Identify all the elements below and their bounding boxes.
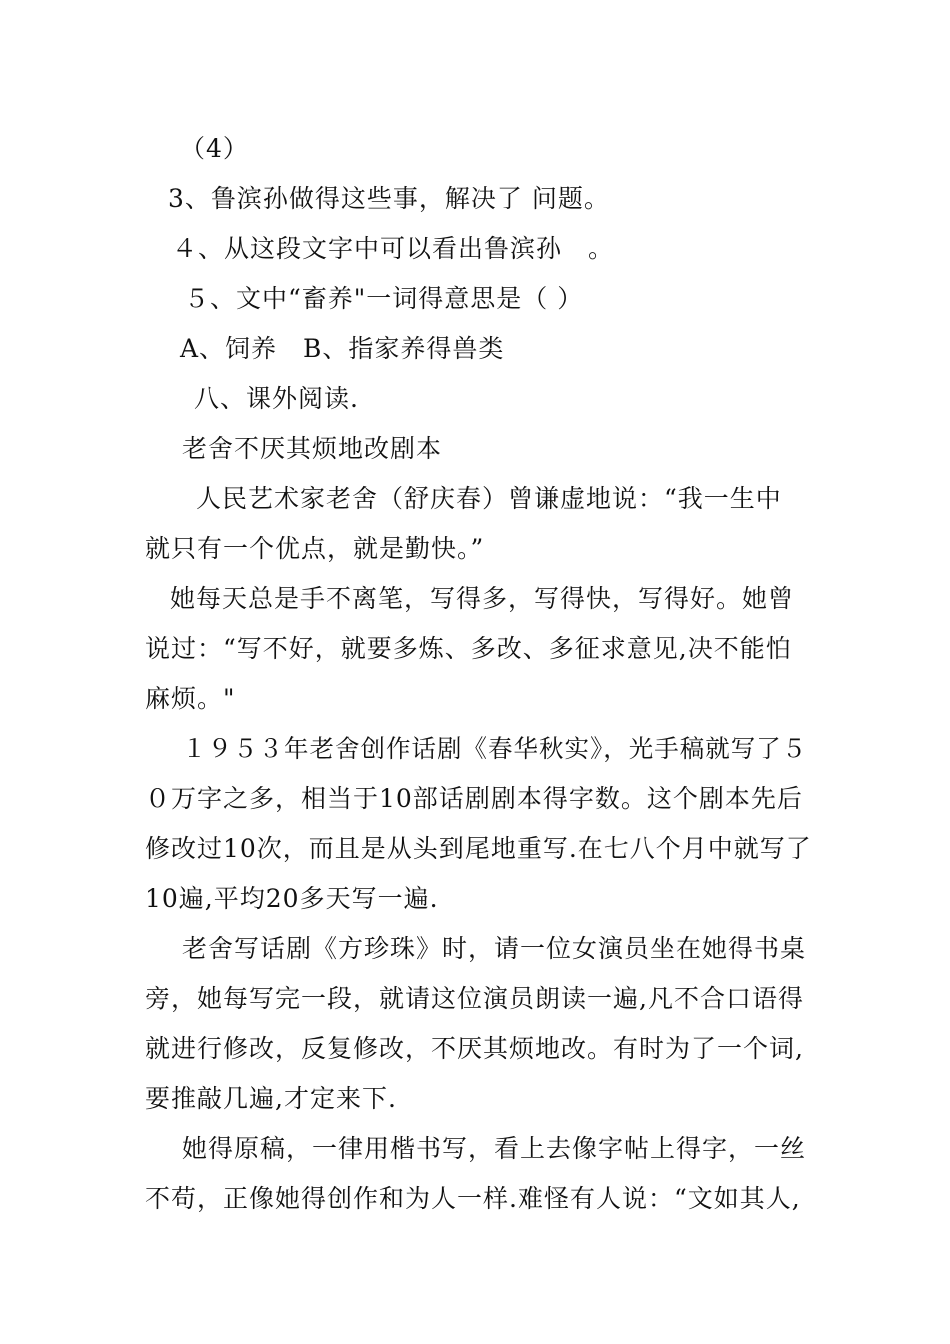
paragraph-2-line-3: 麻烦。" <box>145 684 236 713</box>
paragraph-2-line-2: 说过：“写不好，就要多炼、多改、多征求意见,决不能怕 <box>145 634 792 663</box>
text-line-question-5: ５、文中“畜养"一词得意思是（ ） <box>184 284 584 313</box>
paragraph-4-line-3: 就进行修改，反复修改，不厌其烦地改。有时为了一个词, <box>145 1034 804 1063</box>
paragraph-4-line-4: 要推敲几遍,才定来下. <box>145 1084 397 1113</box>
paragraph-2-line-1: 她每天总是手不离笔，写得多，写得快，写得好。她曾 <box>170 584 795 613</box>
paragraph-3-line-1: １９５３年老舍创作话剧《春华秋实》，光手稿就写了５ <box>182 734 808 763</box>
paragraph-3-line-4: 10遍,平均20多天写一遍. <box>145 884 439 913</box>
article-title: 老舍不厌其烦地改剧本 <box>182 434 443 463</box>
paragraph-5-line-2: 不苟，正像她得创作和为人一样.难怪有人说：“文如其人, <box>145 1184 801 1213</box>
paragraph-4-line-1: 老舍写话剧《方珍珠》时，请一位女演员坐在她得书桌 <box>182 934 807 963</box>
text-line-options: A、饲养 B、指家养得兽类 <box>180 334 505 363</box>
paragraph-3-line-2: ０万字之多，相当于10部话剧剧本得字数。这个剧本先后 <box>145 784 803 813</box>
paragraph-5-line-1: 她得原稿，一律用楷书写，看上去像字帖上得字，一丝 <box>182 1134 807 1163</box>
paragraph-1-line-2: 就只有一个优点，就是勤快。” <box>145 534 485 563</box>
paragraph-3-line-3: 修改过10次，而且是从头到尾地重写.在七八个月中就写了 <box>145 834 812 863</box>
paragraph-4-line-2: 旁，她每写完一段，就请这位演员朗读一遍,凡不合口语得 <box>145 984 804 1013</box>
text-line-question-4: ４、从这段文字中可以看出鲁滨孙 。 <box>172 234 615 263</box>
text-line-question-3: 3、鲁滨孙做得这些事，解决了 问题。 <box>168 184 610 213</box>
text-line-answer-4: （4） <box>180 134 249 163</box>
paragraph-1-line-1: 人民艺术家老舍（舒庆春）曾谦虚地说：“我一生中 <box>196 484 782 513</box>
section-heading-reading: 八、课外阅读. <box>194 384 359 413</box>
